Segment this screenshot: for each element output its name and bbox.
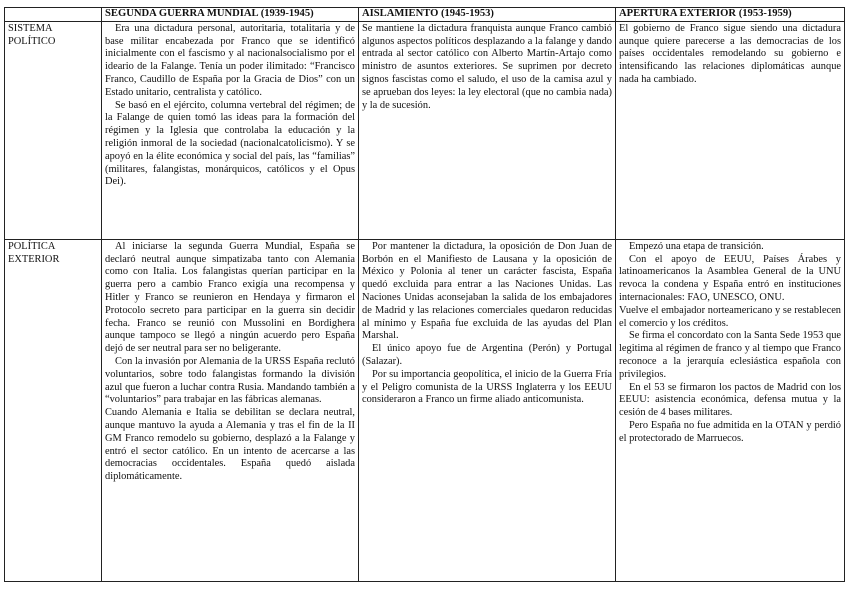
- cell-exterior-aislamiento: [359, 239, 616, 581]
- paragraph: Por mantener la dictadura, la oposición de Don Juan de Borbón en el Manifiesto de Lausana y la oposición de México y Polonia al tener un carácter fascista, España quedó excluida para entrar a las Naciones Unidas. Las Naciones Unidas aconsejaban la salida de los embajadores de Madrid y las relaciones comerciales quedaron reducidas al mínimo y España fue excluida de las ayudas del Plan Marshal.: [362, 240, 612, 342]
- paragraph: Vuelve el embajador norteamericano y se restablecen el comercio y los créditos.: [619, 304, 841, 329]
- paragraph: Con el apoyo de EEUU, Países Árabes y latinoamericanos la Asamblea General de la UNU revoca la condena y España entró en instituciones internacionales: FAO, UNESCO, ONU.: [619, 253, 841, 303]
- paragraph: Por su importancia geopolítica, el inicio de la Guerra Fría y el Peligro comunista de la URSS Inglaterra y los EEUU consideraron a Franco un firme aliado anticomunista.: [362, 368, 612, 406]
- comparison-table: [4, 7, 845, 582]
- paragraph: En el 53 se firmaron los pactos de Madrid con los EEUU: asistencia económica, defensa mutua y la cesión de 4 bases militares.: [619, 381, 841, 419]
- paragraph: Se firma el concordato con la Santa Sede 1953 que legitima al régimen de franco y al tiempo que Franco reconoce a la jerarquía eclesiástica española con privilegios.: [619, 330, 841, 380]
- header-segunda-guerra: SEGUNDA GUERRA MUNDIAL (1939-1945): [102, 8, 359, 22]
- table-row: [5, 239, 845, 581]
- paragraph: Con la invasión por Alemania de la URSS España reclutó voluntarios, sobre todo falangistas formando la división azul que fueron a luchar contra Rusia. Mandando también a “voluntarios” para trabajar en las fábricas alemanas.: [105, 355, 355, 406]
- header-aislamiento: AISLAMIENTO (1945-1953): [359, 8, 616, 22]
- paragraph: Al iniciarse la segunda Guerra Mundial, España se declaró neutral aunque simpatizaba tanto con Alemania como con Italia. Los falangistas querían participar en la guerra pero a cambio Franco exigía una recompensa y Hitler y Franco se reunieron en Hendaya y firmaron el Protocolo secreto para participar en la guerra sin decidir fecha. Franco se reunió con Mussolini en Bordighera aunque tampoco se llegó a ningún acuerdo pero España dejó de ser neutral para ser no beligerante.: [105, 240, 355, 355]
- paragraph: Era una dictadura personal, autoritaria, totalitaria y de base militar encabezada por Franco que se identificó inicialmente con el fascismo y al nacionalsocialismo por el ideario de la Falange. Tenía un poder ilimitado: “Francisco Franco, Caudillo de España por la Gracia de Dios” con un Estado unitario, centralista y católico.: [105, 22, 355, 98]
- paragraph: El único apoyo fue de Argentina (Perón) y Portugal (Salazar).: [362, 343, 612, 367]
- header-empty-cell: [5, 8, 102, 22]
- paragraph: Cuando Alemania e Italia se debilitan se declara neutral, aunque mantuvo la ayuda a Alemania y tras el fin de la II GM Franco remodelo su gobierno, desplazó a la Falange y entró el sector católico. En un intento de acercarse a las democracias occidentales. España quedó aislada diplomáticamente.: [105, 407, 355, 483]
- header-row: [5, 8, 845, 22]
- header-apertura-exterior: APERTURA EXTERIOR (1953-1959): [616, 8, 845, 22]
- cell-exterior-guerra: [102, 239, 359, 581]
- paragraph: Empezó una etapa de transición.: [629, 240, 764, 252]
- cell-sistema-aislamiento: [359, 21, 616, 239]
- cell-sistema-guerra: [102, 21, 359, 239]
- cell-sistema-apertura: [616, 21, 845, 239]
- table-row: [5, 21, 845, 239]
- paragraph: Se basó en el ejército, columna vertebral del régimen; de la Falange de quien tomó las ideas para la formación del régimen y la Iglesia que controlaba la educación y la religión inmoral de la sociedad (nacionalcatolicismo). Y se apoyó en la élite económica y social del país, las “familias” (militares, falangistas, monárquicos, católicos y el Opus Dei).: [105, 99, 355, 188]
- paragraph: Pero España no fue admitida en la OTAN y perdió el protectorado de Marruecos.: [619, 419, 841, 444]
- cell-exterior-apertura: [616, 239, 845, 581]
- row-label: POLÍTICA EXTERIOR: [5, 239, 102, 581]
- paragraph: Se mantiene la dictadura franquista aunque Franco cambió algunos aspectos políticos desplazando a la falange y dando entrada al sector católico con Alberto Martín-Artajo como ministro de asuntos exteriores. Se suprimen por decreto signos fascistas como el saludo, el uso de la camisa azul y se aprueban dos leyes: la ley electoral (que no cambia nada) y la de sucesión.: [362, 22, 612, 111]
- paragraph: El gobierno de Franco sigue siendo una dictadura aunque quiere parecerse a las democracias de los países occidentales remodelando su gobierno e intensificando las relaciones diplomáticas aunque nada ha cambiado.: [619, 22, 841, 85]
- row-label: SISTEMA POLÍTICO: [5, 21, 102, 239]
